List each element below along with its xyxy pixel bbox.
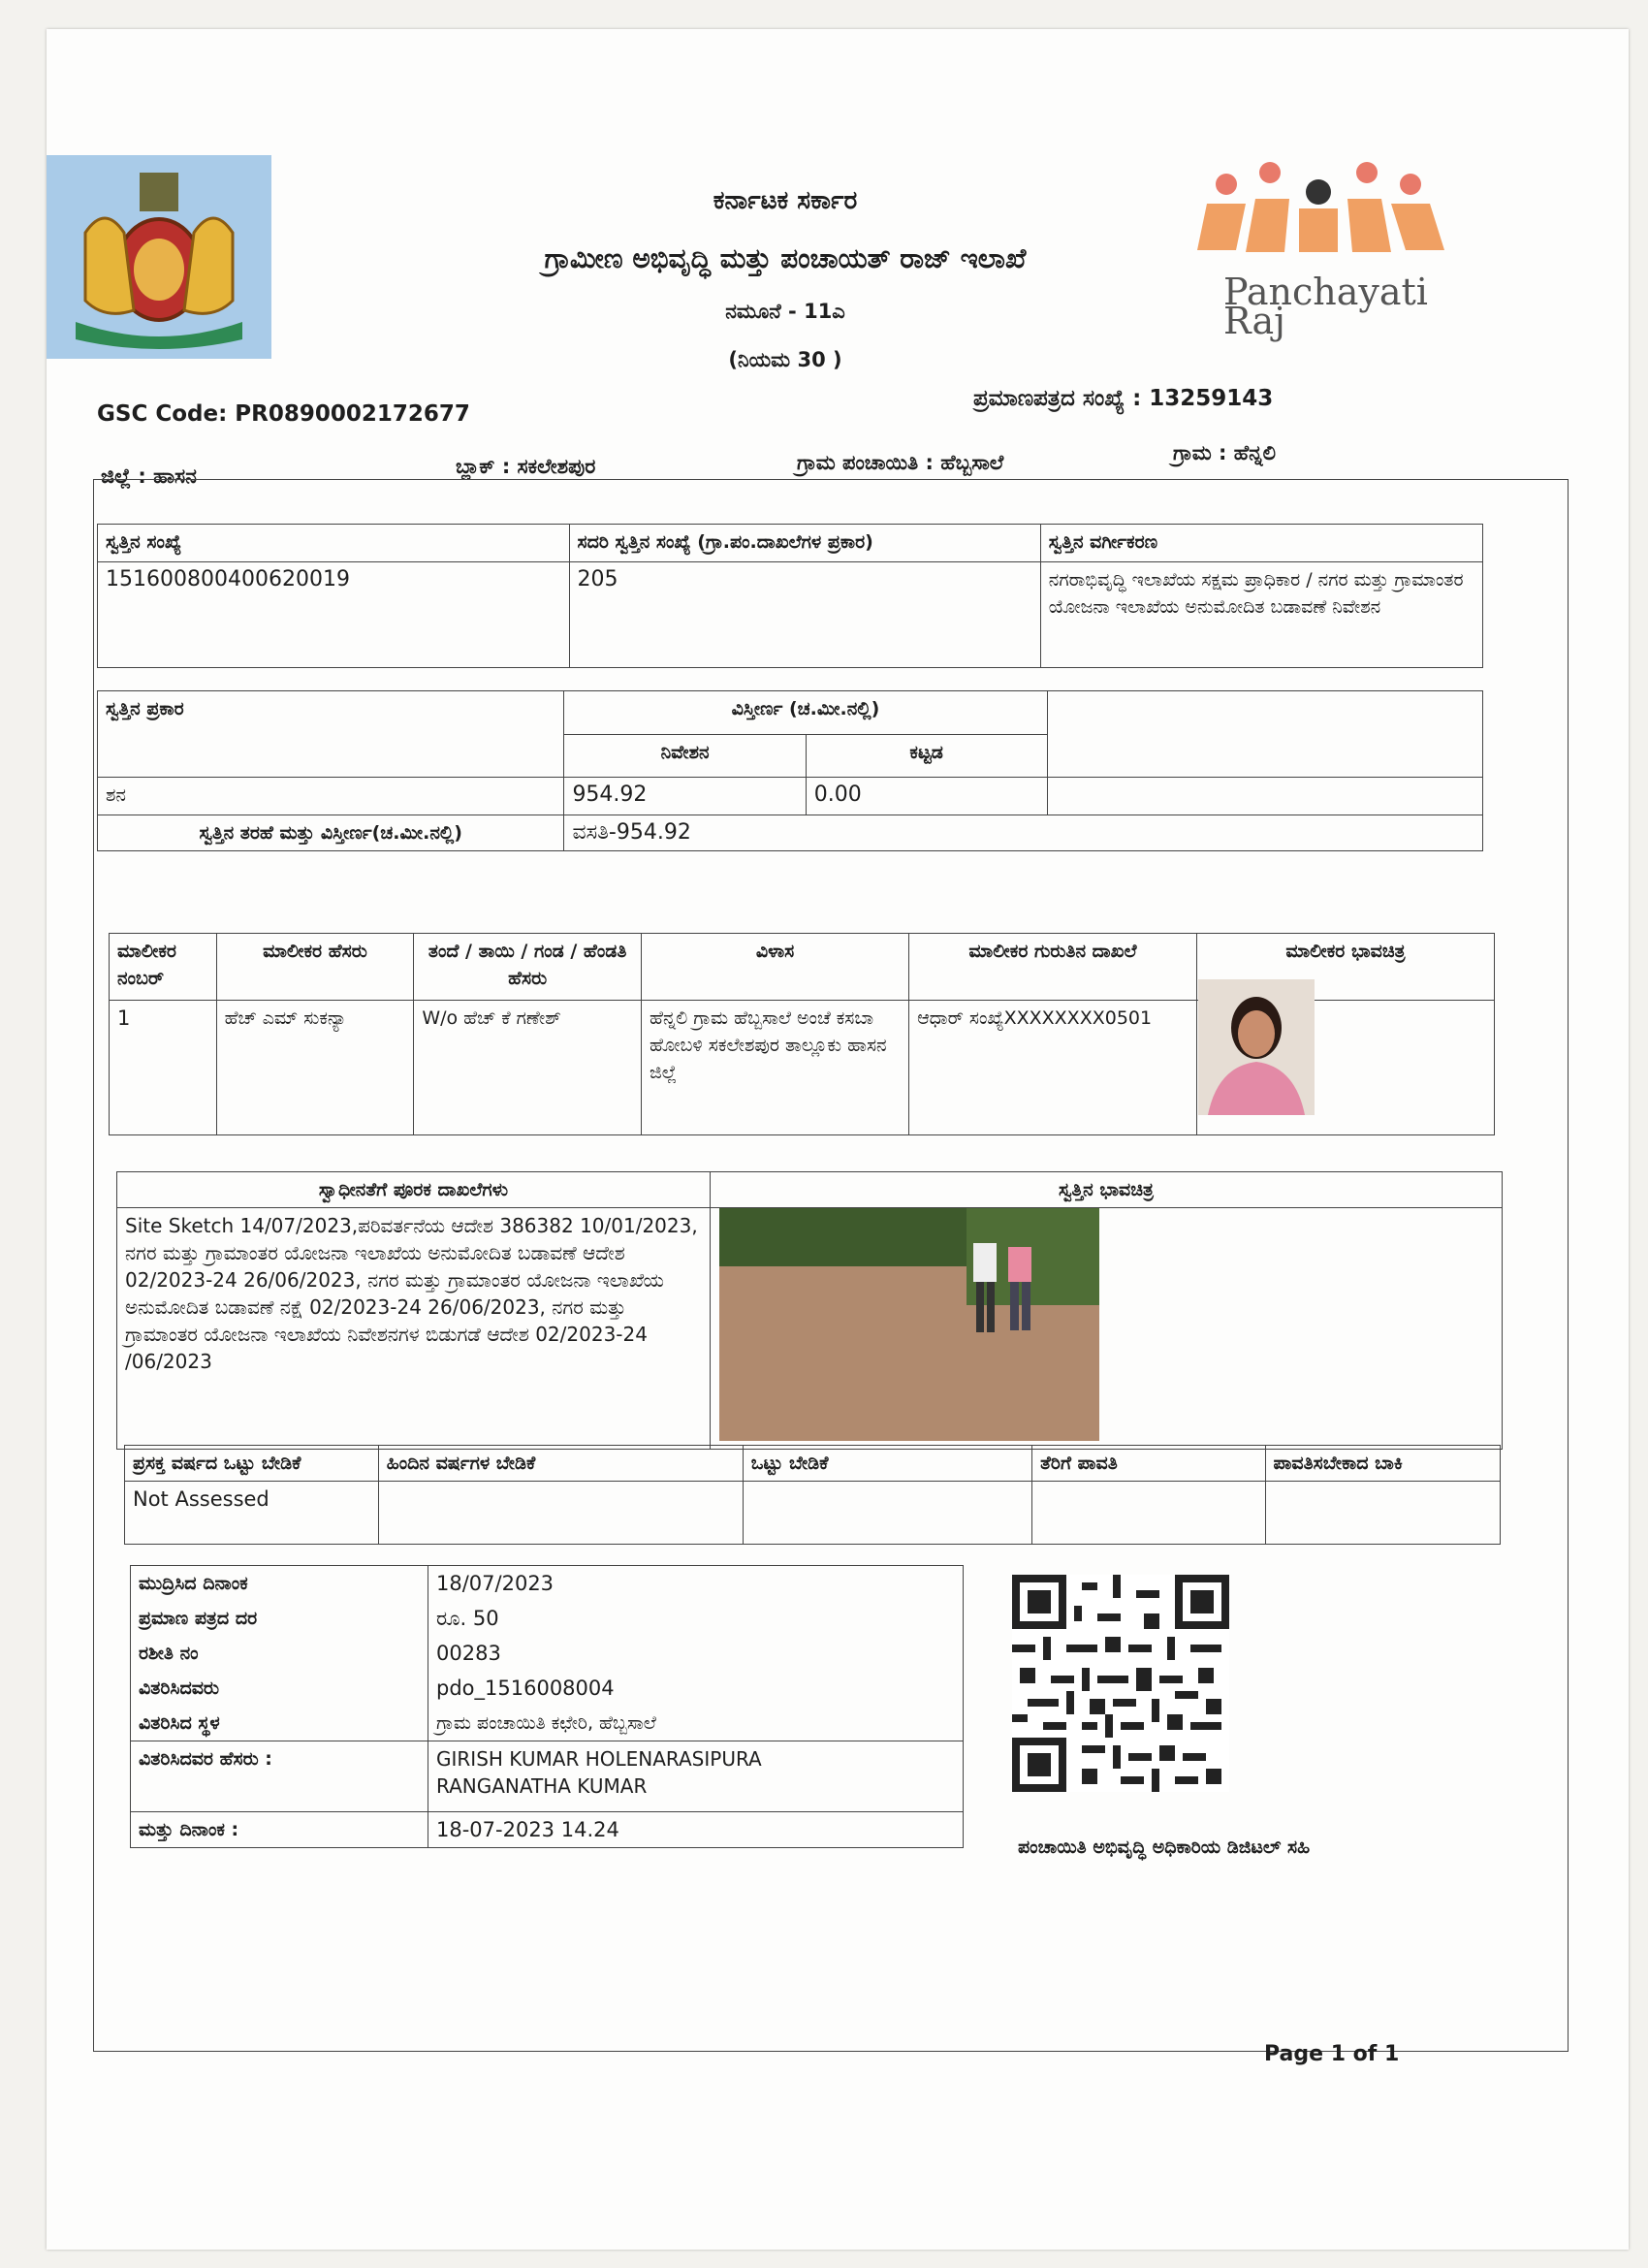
- issue-table: [130, 1565, 964, 1848]
- owner-no-header: ಮಾಲೀಕರ ನಂಬರ್: [110, 934, 217, 1001]
- issuer-name-label: ವಿತರಿಸಿದವರ ಹೆಸರು :: [131, 1741, 428, 1812]
- owner-relation-header: ತಂದೆ / ತಾಯಿ / ಗಂಡ / ಹೆಂಡತಿ ಹೆಸರು: [414, 934, 642, 1001]
- building-area-header: ಕಟ್ಟಡ: [806, 734, 1047, 778]
- issue-place: ಗ್ರಾಮ ಪಂಚಾಯಿತಿ ಕಛೇರಿ, ಹೆಬ್ಬಸಾಲೆ: [428, 1706, 964, 1741]
- classification-header: ಸ್ವತ್ತಿನ ವರ್ಗೀಕರಣ: [1040, 525, 1482, 562]
- fee: ರೂ. 50: [428, 1601, 964, 1636]
- qr-code: [1012, 1575, 1229, 1792]
- issuer-label: ವಿತರಿಸಿದವರು: [131, 1671, 428, 1706]
- property-type-table: [97, 690, 1483, 851]
- documents-header: ಸ್ವಾಧೀನತೆಗೆ ಪೂರಕ ದಾಖಲೆಗಳು: [117, 1172, 711, 1208]
- owner-name: ಹೆಚ್ ಎಮ್ ಸುಕನ್ಯಾ: [216, 1001, 414, 1135]
- property-photo-header: ಸ್ವತ್ತಿನ ಭಾವಚಿತ್ರ: [710, 1172, 1502, 1208]
- sadari-number: 205: [569, 562, 1040, 668]
- tax-paid-header: ತೆರಿಗೆ ಪಾವತಿ: [1032, 1446, 1265, 1482]
- site-area-header: ನಿವೇಶನ: [564, 734, 806, 778]
- header-department: ಗ್ರಾಮೀಣ ಅಭಿವೃದ್ಧಿ ಮತ್ತು ಪಂಚಾಯತ್ ರಾಜ್ ಇಲಾಖೆ: [544, 242, 1027, 274]
- usage-area: ವಸತಿ-954.92: [564, 815, 1483, 851]
- site-area: 954.92: [564, 778, 806, 815]
- issue-date-label: ಮತ್ತು ದಿನಾಂಕ :: [131, 1812, 428, 1848]
- gsc-code: GSC Code: PR0890002172677: [97, 401, 470, 427]
- sadari-header: ಸದರಿ ಸ್ವತ್ತಿನ ಸಂಖ್ಯೆ (ಗ್ರಾ.ಪಂ.ದಾಖಲೆಗಳ ಪ್ರಕಾರ): [569, 525, 1040, 562]
- property-type: ಶನ: [98, 778, 564, 815]
- owner-name-header: ಮಾಲೀಕರ ಹೆಸರು: [216, 934, 414, 1001]
- property-id-header: ಸ್ವತ್ತಿನ ಸಂಖ್ಯೆ: [98, 525, 570, 562]
- building-area: 0.00: [806, 778, 1047, 815]
- receipt-label: ರಶೀತಿ ನಂ: [131, 1636, 428, 1671]
- owner-relation: W/o ಹೆಚ್ ಕೆ ಗಣೇಶ್: [414, 1001, 642, 1135]
- documents-text: Site Sketch 14/07/2023,ಪರಿವರ್ತನೆಯ ಆದೇಶ 386382 10/01/2023, ನಗರ ಮತ್ತು ಗ್ರಾಮಾಂತರ ಯೋಜನಾ ಇಲಾಖೆಯ ಅನುಮೋದಿತ ಬಡಾವಣೆ ಆದೇಶ 02/2023-24 26/06/2023, ನಗರ ಮತ್ತು ಗ್ರಾಮಾಂತರ ಯೋಜನಾ ಇಲಾಖೆಯ ಅನುಮೋದಿತ ಬಡಾವಣೆ ನಕ್ಷೆ 02/2023-24 26/06/2023, ನಗರ ಮತ್ತು ಗ್ರಾಮಾಂತರ ಯೋಜನಾ ಇಲಾಖೆಯ ನಿವೇಶನಗಳ ಬಿಡುಗಡೆ ಆದೇಶ 02/2023-24 /06/2023: [117, 1208, 711, 1450]
- tax-current-header: ಪ್ರಸಕ್ತ ವರ್ಷದ ಒಟ್ಟು ಬೇಡಿಕೆ: [125, 1446, 379, 1482]
- owner-no: 1: [110, 1001, 217, 1135]
- print-date-label: ಮುದ್ರಿಸಿದ ದಿನಾಂಕ: [131, 1566, 428, 1602]
- owner-photo-header: ಮಾಲೀಕರ ಭಾವಚಿತ್ರ: [1196, 934, 1494, 1001]
- issuer-name-line2: RANGANATHA KUMAR: [436, 1774, 648, 1798]
- owner-address-header: ವಿಳಾಸ: [642, 934, 909, 1001]
- usage-header: ಸ್ವತ್ತಿನ ತರಹೆ ಮತ್ತು ವಿಸ್ತೀರ್ಣ(ಚ.ಮೀ.ನಲ್ಲಿ): [98, 815, 564, 851]
- property-type-header: ಸ್ವತ್ತಿನ ಪ್ರಕಾರ: [98, 691, 564, 778]
- owner-id-header: ಮಾಲೀಕರ ಗುರುತಿನ ದಾಖಲೆ: [909, 934, 1197, 1001]
- fee-label: ಪ್ರಮಾಣ ಪತ್ರದ ದರ: [131, 1601, 428, 1636]
- logo-text: Panchayati Raj: [1223, 271, 1428, 342]
- owner-address: ಹೆನ್ನಲಿ ಗ್ರಾಮ ಹೆಬ್ಬಸಾಲೆ ಅಂಚೆ ಕಸಬಾ ಹೋಬಳಿ ಸಕಲೇಶಪುರ ತಾಲ್ಲೂಕು ಹಾಸನ ಜಿಲ್ಲೆ: [642, 1001, 909, 1135]
- issue-place-label: ವಿತರಿಸಿದ ಸ್ಥಳ: [131, 1706, 428, 1741]
- issue-date: 18-07-2023 14.24: [428, 1812, 964, 1848]
- district: ಜಿಲ್ಲೆ : ಹಾಸನ: [101, 464, 197, 488]
- issuer: pdo_1516008004: [428, 1671, 964, 1706]
- tax-balance-header: ಪಾವತಿಸಬೇಕಾದ ಬಾಕಿ: [1265, 1446, 1500, 1482]
- digital-signature-label: ಪಂಚಾಯಿತಿ ಅಭಿವೃದ್ಧಿ ಅಧಿಕಾರಿಯ ಡಿಜಿಟಲ್ ಸಹಿ: [1018, 1837, 1311, 1858]
- owner-id-doc: ಆಧಾರ್ ಸಂಖ್ಯೆXXXXXXXX0501: [909, 1001, 1197, 1135]
- tax-previous-header: ಹಿಂದಿನ ವರ್ಷಗಳ ಬೇಡಿಕೆ: [378, 1446, 743, 1482]
- gram-panchayat: ಗ್ರಾಮ ಪಂಚಾಯಿತಿ : ಹೆಬ್ಬಸಾಲೆ: [797, 451, 1004, 474]
- header-rule: (ನಿಯಮ 30 ): [728, 348, 842, 371]
- tax-current: Not Assessed: [125, 1482, 379, 1545]
- certificate-number: ಪ್ರಮಾಣಪತ್ರದ ಸಂಖ್ಯೆ : 13259143: [973, 386, 1274, 411]
- village: ಗ್ರಾಮ : ಹೆನ್ನಲಿ: [1173, 441, 1276, 464]
- issuer-name-line1: GIRISH KUMAR HOLENARASIPURA: [436, 1747, 762, 1771]
- property-id: 151600800400620019: [98, 562, 570, 668]
- property-photo: [719, 1208, 1099, 1441]
- karnataka-emblem: [47, 155, 271, 359]
- owner-photo: [1198, 979, 1315, 1115]
- area-header: ವಿಸ್ತೀರ್ಣ (ಚ.ಮೀ.ನಲ್ಲಿ): [564, 691, 1047, 735]
- block: ಬ್ಲಾಕ್ : ಸಕಲೇಶಪುರ: [456, 455, 596, 478]
- print-date: 18/07/2023: [428, 1566, 964, 1602]
- tax-total-header: ಒಟ್ಟು ಬೇಡಿಕೆ: [743, 1446, 1031, 1482]
- header-govt: ಕರ್ನಾಟಕ ಸರ್ಕಾರ: [713, 186, 858, 215]
- property-table: [97, 524, 1483, 668]
- classification: ನಗರಾಭಿವೃದ್ಧಿ ಇಲಾಖೆಯ ಸಕ್ಷಮ ಪ್ರಾಧಿಕಾರ / ನಗರ ಮತ್ತು ಗ್ರಾಮಾಂತರ ಯೋಜನಾ ಇಲಾಖೆಯ ಅನುಮೋದಿತ ಬಡಾವಣೆ ನಿವೇಶನ: [1040, 562, 1482, 668]
- page-label: Page 1 of 1: [1264, 2042, 1400, 2066]
- tax-table: [124, 1445, 1501, 1545]
- header-form: ನಮೂನೆ - 11ಎ: [725, 300, 845, 323]
- receipt-number: 00283: [428, 1636, 964, 1671]
